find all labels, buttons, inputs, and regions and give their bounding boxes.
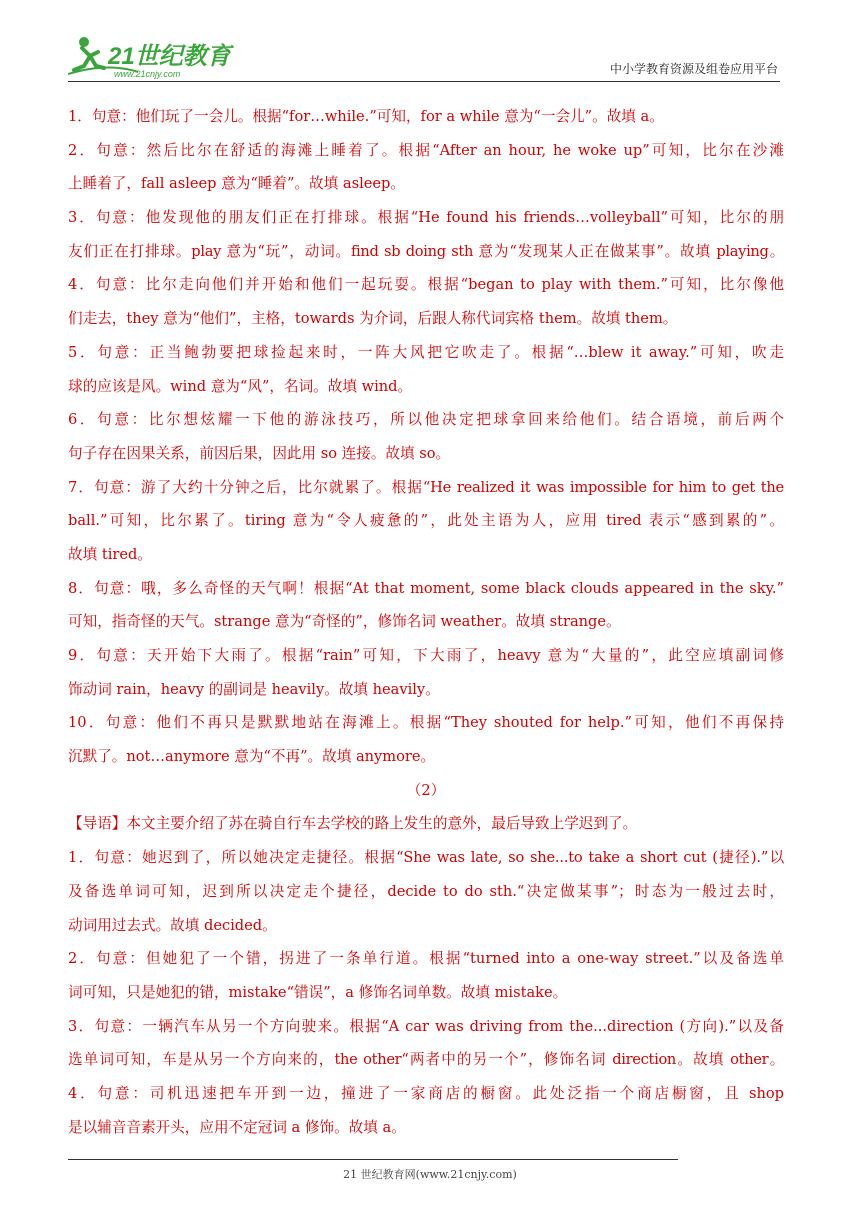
svg-text:www.21cnjy.com: www.21cnjy.com xyxy=(114,69,181,79)
text-line: 1．句意：他们玩了一会儿。根据“for…while.”可知，for a while 意为“一会儿”。故填 a。 xyxy=(68,108,664,125)
text-line: 3．句意：一辆汽车从另一个方向驶来。根据“A car was driving from the...direction (方向).”以及备 xyxy=(68,1017,784,1035)
text-line: 们走去，they 意为“他们”，主格，towards 为介词，后跟人称代词宾格 them。故填 them。 xyxy=(68,310,678,328)
page-header xyxy=(68,32,780,84)
platform-name: 中小学教育资源及组卷应用平台 xyxy=(609,62,778,76)
text-line: 2．句意：然后比尔在舒适的海滩上睡着了。根据“After an hour, he woke up”可知，比尔在沙滩 xyxy=(68,141,784,159)
text-line: 7．句意：游了大约十分钟之后，比尔就累了。根据“He realized it was impossible for him to get the xyxy=(68,478,784,496)
text-line: 上睡着了，fall asleep 意为“睡着”。故填 asleep。 xyxy=(68,175,405,193)
runner-icon xyxy=(68,32,238,80)
text-line: 是以辅音音素开头，应用不定冠词 a 修饰。故填 a。 xyxy=(68,1118,406,1136)
text-line: 友们正在打排球。play 意为“玩”，动词。find sb doing sth 意为“发现某人正在做某事”。故填 playing。 xyxy=(68,242,784,260)
text-line: 可知，指奇怪的天气。strange 意为“奇怪的”，修饰名词 weather。故填 strange。 xyxy=(68,613,621,631)
text-line: 9．句意：天开始下大雨了。根据“rain”可知，下大雨了，heavy 意为“大量的”，此空应填副词修 xyxy=(68,647,784,664)
text-line: 5．句意：正当鲍勃要把球捡起来时，一阵大风把它吹走了。根据“…blew it away.”可知，吹走 xyxy=(68,343,784,361)
text-line: 6．句意：比尔想炫耀一下他的游泳技巧，所以他决定把球拿回来给他们。结合语境，前后两个 xyxy=(68,411,784,429)
text-line: 词可知，只是她犯的错，mistake“错误”，a 修饰名词单数。故填 mistake。 xyxy=(68,983,568,1001)
section-number: （2） xyxy=(406,781,446,799)
answer-explanations xyxy=(68,100,784,1144)
page-footer: 21 世纪教育网(www.21cnjy.com) xyxy=(343,1168,517,1181)
text-line: 3．句意：他发现他的朋友们正在打排球。根据“He found his friends…volleyball”可知，比尔的朋 xyxy=(68,209,784,227)
text-line: 动词用过去式。故填 decided。 xyxy=(68,916,277,934)
text-line: 1．句意：她迟到了，所以她决定走捷径。根据“She was late, so she...to take a short cut (捷径).”以 xyxy=(68,849,784,867)
svg-text:21世纪教育: 21世纪教育 xyxy=(108,43,231,70)
text-line: 句子存在因果关系，前因后果，因此用 so 连接。故填 so。 xyxy=(68,444,451,462)
text-line: 及备选单词可知，迟到所以决定走个捷径，decide to do sth.“决定做某事”；时态为一般过去时， xyxy=(68,882,784,900)
text-line: 4．句意：司机迅速把车开到一边，撞进了一家商店的橱窗。此处泛指一个商店橱窗，且 shop xyxy=(68,1084,784,1102)
text-line: 故填 tired。 xyxy=(68,545,152,563)
text-line: 【导语】本文主要介绍了苏在骑自行车去学校的路上发生的意外，最后导致上学迟到了。 xyxy=(68,815,638,833)
text-line: 饰动词 rain，heavy 的副词是 heavily。故填 heavily。 xyxy=(68,680,440,698)
header-divider xyxy=(68,81,780,82)
text-line: 选单词可知，车是从另一个方向来的，the other“两者中的另一个”，修饰名词 direction。故填 other。 xyxy=(68,1051,784,1069)
text-line: 4．句意：比尔走向他们并开始和他们一起玩耍。根据“began to play with them.”可知，比尔像他 xyxy=(68,276,784,294)
text-line: 8．句意：哦，多么奇怪的天气啊！根据“At that moment, some black clouds appeared in the sky.” xyxy=(68,579,784,597)
footer-divider xyxy=(68,1159,678,1160)
text-line: 球的应该是风。wind 意为“风”，名词。故填 wind。 xyxy=(68,377,413,395)
text-line: 沉默了。not…anymore 意为“不再”。故填 anymore。 xyxy=(68,748,436,766)
text-line: 2．句意：但她犯了一个错，拐进了一条单行道。根据“turned into a one-way street.”以及备选单 xyxy=(68,950,784,968)
site-logo xyxy=(68,32,238,80)
text-line: ball.”可知，比尔累了。tiring 意为“令人疲惫的”，此处主语为人，应用 tired 表示“感到累的”。 xyxy=(68,512,784,530)
text-line: 10．句意：他们不再只是默默地站在海滩上。根据“They shouted for help.”可知，他们不再保持 xyxy=(68,714,784,732)
